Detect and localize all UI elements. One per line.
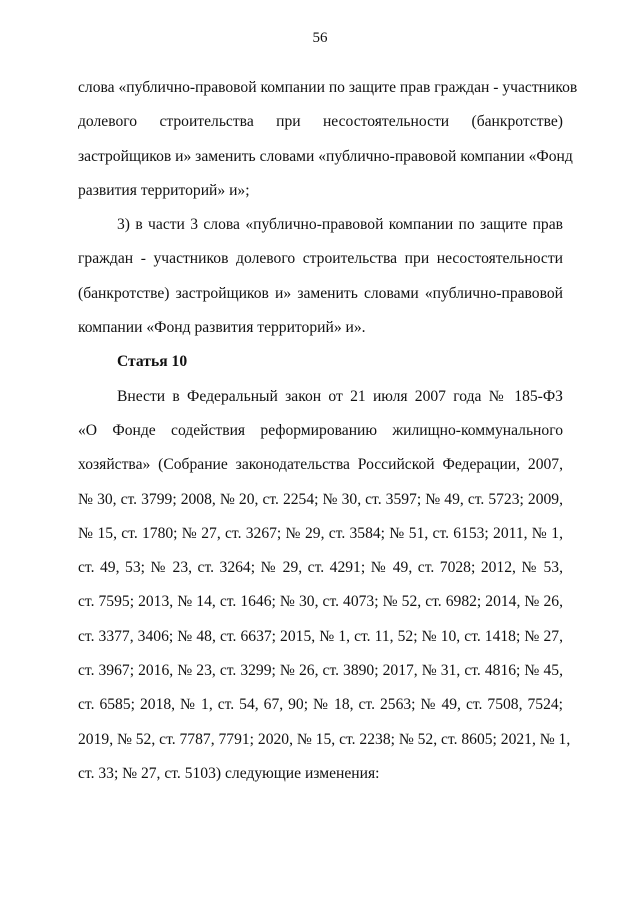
text-line: (банкротстве) застройщиков и» заменить словами «публично-правовой	[78, 284, 563, 302]
text-line: граждан - участников долевого строительства при несостоятельности	[78, 250, 563, 268]
text-line: хозяйства» (Собрание законодательства Российской Федерации, 2007,	[78, 456, 563, 474]
text-line: ст. 49, 53; № 23, ст. 3264; № 29, ст. 4291; № 49, ст. 7028; 2012, № 53,	[78, 559, 563, 577]
text-line: Внести в Федеральный закон от 21 июля 2007 года № 185-ФЗ	[117, 387, 563, 405]
text-line: 3) в части 3 слова «публично-правовой компании по защите прав	[117, 216, 563, 234]
text-line: «О Фонде содействия реформированию жилищно-коммунального	[78, 421, 563, 439]
text-line: ст. 3967; 2016, № 23, ст. 3299; № 26, ст. 3890; 2017, № 31, ст. 4816; № 45,	[78, 662, 563, 680]
text-line: слова «публично-правовой компании по защите прав граждан - участников	[78, 79, 578, 96]
text-line: развития территорий» и»;	[78, 181, 250, 199]
text-line: долевого строительства при несостоятельности (банкротстве)	[78, 113, 563, 131]
text-line: застройщиков и» заменить словами «публично-правовой компании «Фонд	[78, 147, 573, 165]
text-line: компании «Фонд развития территорий» и».	[78, 319, 366, 337]
article-heading: Статья 10	[117, 353, 188, 371]
paragraph-3	[78, 380, 571, 792]
paragraph-2	[78, 208, 563, 345]
text-line: ст. 6585; 2018, № 1, ст. 54, 67, 90; № 18, ст. 2563; № 49, ст. 7508, 7524;	[78, 696, 563, 714]
text-line: № 30, ст. 3799; 2008, № 20, ст. 2254; № 30, ст. 3597; № 49, ст. 5723; 2009,	[78, 490, 563, 508]
page-number: 56	[312, 30, 328, 46]
text-line: ст. 7595; 2013, № 14, ст. 1646; № 30, ст. 4073; № 52, ст. 6982; 2014, № 26,	[78, 593, 563, 611]
text-line: 2019, № 52, ст. 7787, 7791; 2020, № 15, ст. 2238; № 52, ст. 8605; 2021, № 1,	[78, 730, 571, 748]
text-line: № 15, ст. 1780; № 27, ст. 3267; № 29, ст. 3584; № 51, ст. 6153; 2011, № 1,	[78, 524, 563, 542]
text-line: ст. 3377, 3406; № 48, ст. 6637; 2015, № 1, ст. 11, 52; № 10, ст. 1418; № 27,	[78, 627, 563, 645]
document-body	[78, 71, 578, 791]
paragraph-1	[78, 71, 578, 208]
text-line: ст. 33; № 27, ст. 5103) следующие изменения:	[78, 764, 380, 782]
